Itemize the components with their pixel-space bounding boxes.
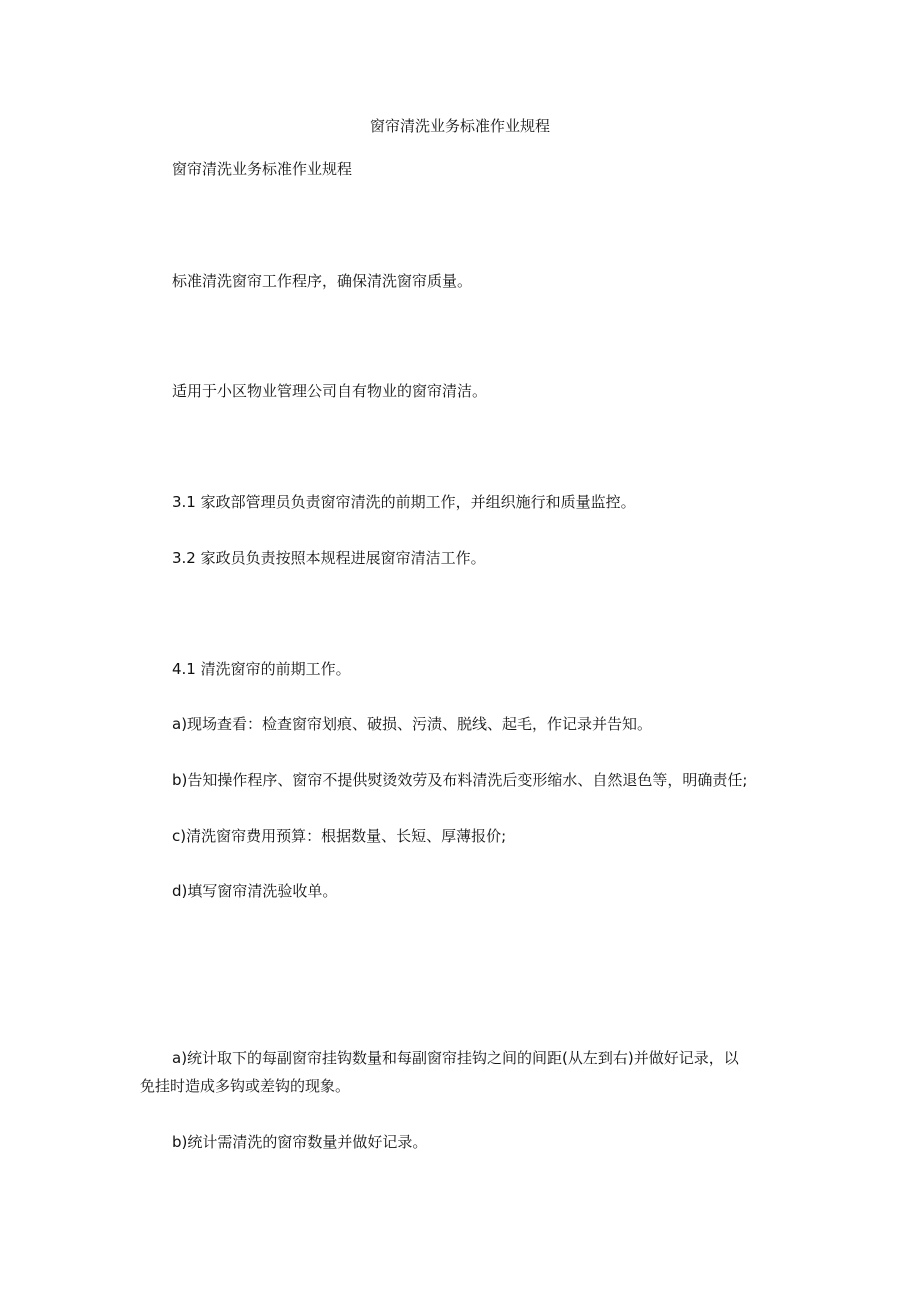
responsibility-item: 3.1 家政部管理员负责窗帘清洗的前期工作，并组织施行和质量监控。 bbox=[172, 493, 636, 511]
list-item: b)告知操作程序、窗帘不提供熨烫效劳及布料清洗后变形缩水、自然退色等，明确责任; bbox=[172, 771, 748, 789]
list-item: d)填写窗帘清洗验收单。 bbox=[172, 882, 338, 900]
list-item: a)统计取下的每副窗帘挂钩数量和每副窗帘挂钩之间的间距(从左到右)并做好记录，以 bbox=[172, 1049, 739, 1067]
document-subtitle: 窗帘清洗业务标准作业规程 bbox=[172, 160, 353, 178]
list-item: c)清洗窗帘费用预算：根据数量、长短、厚薄报价; bbox=[172, 827, 507, 845]
purpose-paragraph: 标准清洗窗帘工作程序，确保清洗窗帘质量。 bbox=[172, 272, 473, 290]
list-item: a)现场查看：检查窗帘划痕、破损、污渍、脱线、起毛，作记录并告知。 bbox=[172, 715, 653, 733]
responsibility-item: 3.2 家政员负责按照本规程进展窗帘清洁工作。 bbox=[172, 549, 486, 567]
list-item-continuation: 免挂时造成多钩或差钩的现象。 bbox=[140, 1077, 351, 1095]
scope-paragraph: 适用于小区物业管理公司自有物业的窗帘清洁。 bbox=[172, 382, 488, 400]
list-item: b)统计需清洗的窗帘数量并做好记录。 bbox=[172, 1133, 428, 1151]
section-heading: 4.1 清洗窗帘的前期工作。 bbox=[172, 660, 351, 678]
document-title: 窗帘清洗业务标准作业规程 bbox=[369, 117, 550, 135]
